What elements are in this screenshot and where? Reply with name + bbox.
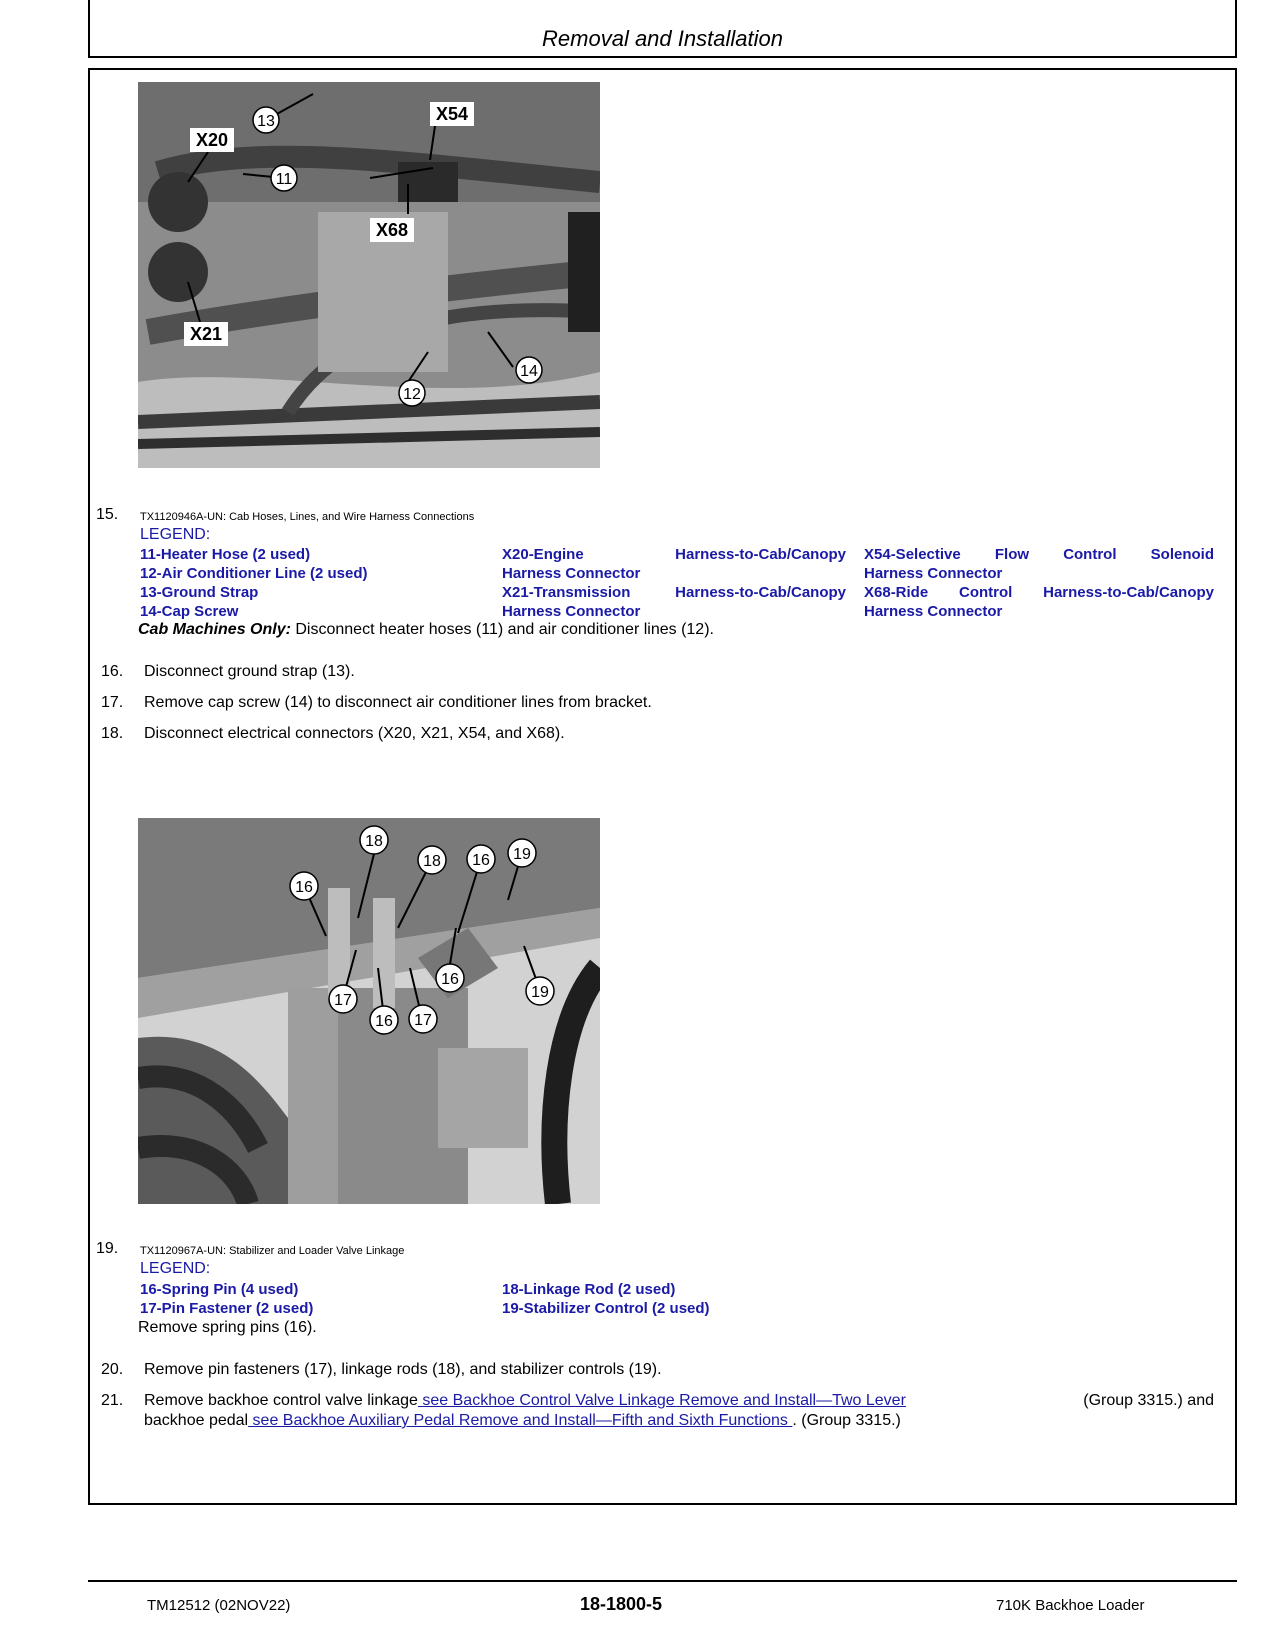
step-19-number: 19. xyxy=(96,1240,119,1257)
legend-x54-w2: Flow xyxy=(994,546,1030,563)
figure-valve-linkage xyxy=(138,818,600,1204)
page-section-title: Removal and Installation xyxy=(542,26,783,51)
legend-heading-2: LEGEND: xyxy=(140,1260,211,1277)
callout-17a: 17 xyxy=(334,992,352,1009)
figure-2-caption: TX1120967A-UN: Stabilizer and Loader Valve Linkage xyxy=(140,1245,405,1257)
link-auxiliary-pedal[interactable]: see Backhoe Auxiliary Pedal Remove and Install—Fifth and Sixth Functions xyxy=(248,1412,793,1429)
callout-18a: 18 xyxy=(365,833,383,850)
legend-x68-w3: Harness-to-Cab/Canopy xyxy=(1043,584,1214,601)
callout-x20: X20 xyxy=(195,130,229,150)
legend-item-x54 xyxy=(864,546,1214,563)
step-21-text-2: backhoe pedal xyxy=(144,1412,249,1429)
step-15-note-text: Disconnect heater hoses (11) and air conditioner lines (12). xyxy=(290,621,714,638)
legend-item-x21-cont: Harness Connector xyxy=(502,603,641,620)
callout-12: 12 xyxy=(403,386,421,403)
figure-cab-hoses xyxy=(138,82,600,468)
step-15-note-bold: Cab Machines Only: xyxy=(138,621,291,638)
footer-doc-id: TM12512 (02NOV22) xyxy=(147,1597,291,1614)
step-21-post-1: (Group 3315.) and xyxy=(1083,1392,1214,1409)
legend-item-11: 11-Heater Hose (2 used) xyxy=(140,546,311,563)
figure-1-caption: TX1120946A-UN: Cab Hoses, Lines, and Wire Harness Connections xyxy=(140,511,475,523)
legend-item-x68 xyxy=(864,584,1214,601)
legend-item-18: 18-Linkage Rod (2 used) xyxy=(502,1281,676,1298)
footer-page-number: 18-1800-5 xyxy=(580,1594,663,1614)
legend-item-13: 13-Ground Strap xyxy=(140,584,259,601)
legend-item-x21 xyxy=(502,584,846,601)
callout-11: 11 xyxy=(275,171,293,188)
legend-x68-w1: X68-Ride xyxy=(864,584,929,601)
legend-item-12: 12-Air Conditioner Line (2 used) xyxy=(140,565,368,582)
legend-item-x54-cont: Harness Connector xyxy=(864,565,1003,582)
step-21-line-2 xyxy=(144,1412,901,1430)
legend-x21-label: X21-Transmission xyxy=(502,584,631,601)
legend-x54-w1: X54-Selective xyxy=(864,546,961,563)
step-21-post-2: . (Group 3315.) xyxy=(792,1412,901,1429)
step-21-text-1: Remove backhoe control valve linkage xyxy=(144,1392,418,1409)
legend-x54-w4: Solenoid xyxy=(1150,546,1214,563)
step-18-text: Disconnect electrical connectors (X20, X21, X54, and X68). xyxy=(144,725,565,742)
header-box xyxy=(88,0,1237,58)
legend-x20-desc: Harness-to-Cab/Canopy xyxy=(675,546,846,563)
step-21-number: 21. xyxy=(101,1392,124,1409)
legend-item-19: 19-Stabilizer Control (2 used) xyxy=(502,1300,710,1317)
link-control-valve-linkage[interactable]: see Backhoe Control Valve Linkage Remove and Install—Two Lever xyxy=(417,1392,906,1409)
legend-x20-label: X20-Engine xyxy=(502,546,584,563)
step-17-text: Remove cap screw (14) to disconnect air conditioner lines from bracket. xyxy=(144,694,652,711)
legend-item-14: 14-Cap Screw xyxy=(140,603,239,620)
callout-18b: 18 xyxy=(423,853,441,870)
legend-item-x68-cont: Harness Connector xyxy=(864,603,1003,620)
legend-item-17: 17-Pin Fastener (2 used) xyxy=(140,1300,314,1317)
step-18-number: 18. xyxy=(101,725,124,742)
legend-item-x20 xyxy=(502,546,846,563)
footer-product-name: 710K Backhoe Loader xyxy=(996,1597,1145,1614)
callout-19a: 19 xyxy=(513,846,531,863)
callout-16b: 16 xyxy=(295,879,313,896)
step-15-number: 15. xyxy=(96,506,119,523)
footer-rule xyxy=(88,1580,1237,1582)
callout-14: 14 xyxy=(520,363,538,380)
callout-16a: 16 xyxy=(472,852,490,869)
step-21-line-1 xyxy=(144,1392,1214,1410)
step-20-text: Remove pin fasteners (17), linkage rods (18), and stabilizer controls (19). xyxy=(144,1361,662,1378)
callout-16d: 16 xyxy=(375,1013,393,1030)
legend-item-16: 16-Spring Pin (4 used) xyxy=(140,1281,299,1298)
callout-19b: 19 xyxy=(531,984,549,1001)
legend-heading: LEGEND: xyxy=(140,526,211,543)
step-17-number: 17. xyxy=(101,694,124,711)
legend-x21-desc: Harness-to-Cab/Canopy xyxy=(675,584,846,601)
callout-x68: X68 xyxy=(375,220,409,240)
step-20-number: 20. xyxy=(101,1361,124,1378)
step-16-number: 16. xyxy=(101,663,124,680)
step-16-text: Disconnect ground strap (13). xyxy=(144,663,355,680)
callout-13: 13 xyxy=(257,113,275,130)
callout-17b: 17 xyxy=(414,1012,432,1029)
legend-x54-w3: Control xyxy=(1063,546,1117,563)
step-15-note xyxy=(138,621,714,639)
legend-x68-w2: Control xyxy=(959,584,1013,601)
callout-x54: X54 xyxy=(435,104,469,124)
callout-16c: 16 xyxy=(441,971,459,988)
step-19-note: Remove spring pins (16). xyxy=(138,1319,317,1336)
callout-x21: X21 xyxy=(189,324,223,344)
step-21-pre-1 xyxy=(144,1392,906,1410)
legend-item-x20-cont: Harness Connector xyxy=(502,565,641,582)
